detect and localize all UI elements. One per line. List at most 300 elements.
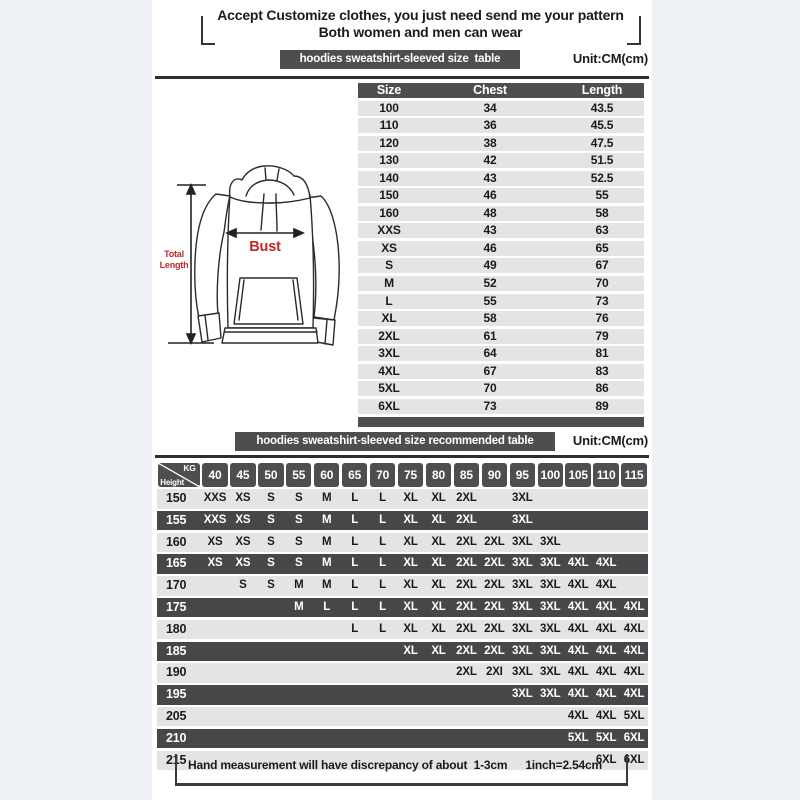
heading-line-2: Both women and men can wear — [318, 23, 523, 40]
matrix-row — [157, 642, 648, 662]
matrix-size-cell: 4XL — [595, 579, 617, 592]
matrix-size-cell — [201, 707, 229, 727]
size-table-cell: 79 — [595, 328, 609, 343]
divider-rule-middle — [155, 455, 649, 458]
matrix-size-cell: 3XL — [539, 600, 561, 613]
matrix-size-cell — [201, 729, 229, 749]
size-table-cell: 110 — [379, 118, 399, 133]
size-table-cell: 51.5 — [590, 153, 614, 168]
size-table-row — [358, 171, 644, 186]
size-table-cell: 46 — [483, 188, 497, 203]
matrix-row — [157, 663, 648, 683]
matrix-size-cell — [229, 663, 257, 683]
heading-line-1: Accept Customize clothes, you just need send me your pattern — [217, 7, 624, 23]
matrix-height-cell: 155 — [166, 512, 187, 527]
matrix-size-cell — [425, 663, 453, 683]
matrix-size-cell: XL — [431, 513, 446, 526]
size-table-cell: 46 — [483, 240, 497, 255]
matrix-size-cell: S — [295, 557, 303, 570]
matrix-size-cell — [452, 685, 480, 705]
matrix-size-cell: XXS — [203, 492, 227, 504]
matrix-size-cell: 4XL — [623, 600, 645, 613]
matrix-size-cell: 4XL — [567, 666, 589, 679]
kg-column-header: 110 — [593, 463, 618, 487]
size-table-cell: 52.5 — [590, 170, 614, 185]
matrix-size-cell — [257, 620, 285, 640]
matrix-size-cell: 4XL — [595, 557, 617, 570]
matrix-size-cell — [229, 620, 257, 640]
matrix-size-cell: M — [322, 535, 332, 548]
matrix-size-cell: XS — [235, 513, 251, 526]
matrix-size-cell: 5XL — [623, 709, 645, 722]
matrix-size-cell: 3XL — [539, 535, 561, 548]
matrix-size-cell: 3XL — [539, 644, 561, 657]
kg-column-header: 115 — [621, 463, 646, 487]
matrix-size-cell: 3XL — [539, 579, 561, 592]
matrix-height-cell: 165 — [166, 556, 187, 571]
matrix-size-cell: L — [351, 535, 359, 548]
matrix-height-cell: 170 — [166, 578, 187, 593]
matrix-size-cell: XL — [403, 622, 418, 635]
size-table-cell: 63 — [595, 223, 609, 238]
size-table-cell: M — [384, 275, 394, 290]
size-table-cell: 2XL — [378, 328, 400, 343]
size-table-row — [358, 206, 644, 221]
size-table-cell: 67 — [595, 258, 609, 273]
size-table-row — [358, 294, 644, 309]
size-table-cell: 81 — [595, 346, 609, 361]
kg-column-header: 100 — [538, 463, 563, 487]
size-table-cell: 34 — [483, 100, 497, 115]
size-table-cell: 49 — [483, 258, 497, 273]
matrix-size-cell — [229, 685, 257, 705]
recommended-table-banner: hoodies sweatshirt-sleeved size recommended table — [235, 432, 555, 451]
matrix-size-cell: S — [295, 535, 303, 548]
matrix-size-cell: L — [351, 622, 359, 635]
matrix-row — [157, 598, 648, 618]
matrix-size-cell — [452, 707, 480, 727]
bust-label: Bust — [249, 239, 281, 255]
size-table-cell: 6XL — [378, 398, 400, 413]
matrix-height-cell: 210 — [166, 730, 187, 745]
matrix-size-cell — [425, 729, 453, 749]
matrix-size-cell — [285, 642, 313, 662]
matrix-size-cell: 4XL — [567, 557, 589, 570]
matrix-size-cell: 2XL — [456, 666, 477, 679]
matrix-size-cell: XS — [235, 535, 251, 548]
matrix-size-cell — [536, 489, 564, 509]
matrix-size-cell: 5XL — [595, 731, 617, 744]
size-table-cell: 38 — [483, 135, 497, 150]
matrix-size-cell: 4XL — [623, 688, 645, 701]
matrix-size-cell: S — [267, 513, 275, 526]
matrix-size-cell: XL — [403, 535, 418, 548]
size-table-cell: 160 — [379, 205, 399, 220]
matrix-size-cell: 2XI — [486, 666, 503, 679]
matrix-height-cell: 175 — [166, 599, 187, 614]
matrix-row — [157, 729, 648, 749]
size-table-row — [358, 346, 644, 361]
matrix-size-cell — [452, 729, 480, 749]
matrix-size-cell — [341, 685, 369, 705]
matrix-size-cell: 3XL — [512, 600, 533, 613]
matrix-size-cell — [229, 642, 257, 662]
size-table-cell: 36 — [483, 118, 497, 133]
height-label: Height — [160, 478, 184, 487]
matrix-row — [157, 533, 648, 553]
matrix-size-cell: 2XL — [456, 579, 477, 592]
matrix-size-cell: 2XL — [456, 492, 477, 504]
matrix-size-cell: 2XL — [484, 644, 505, 657]
size-table-cell: 58 — [483, 311, 497, 326]
matrix-size-cell — [369, 729, 397, 749]
size-table-row — [358, 276, 644, 291]
matrix-size-cell: S — [267, 579, 275, 592]
matrix-size-cell — [313, 642, 341, 662]
matrix-size-cell: 4XL — [567, 644, 589, 657]
matrix-size-cell — [508, 707, 536, 727]
matrix-size-cell — [341, 642, 369, 662]
size-table-row — [358, 364, 644, 379]
size-table-cell: 73 — [595, 293, 609, 308]
matrix-size-cell: 5XL — [567, 731, 589, 744]
matrix-size-cell — [369, 663, 397, 683]
matrix-size-cell — [257, 663, 285, 683]
matrix-size-cell: 2XL — [456, 622, 477, 635]
matrix-size-cell — [369, 642, 397, 662]
kg-height-corner-cell — [158, 463, 199, 487]
kg-column-header: 40 — [202, 463, 227, 487]
matrix-size-cell — [229, 729, 257, 749]
size-table-cell: 43 — [483, 170, 497, 185]
matrix-size-cell: XS — [207, 557, 223, 570]
matrix-size-cell: 2XL — [456, 535, 477, 548]
matrix-size-cell: 3XL — [539, 688, 561, 701]
matrix-size-cell — [257, 642, 285, 662]
size-table-cell: 70 — [483, 381, 497, 396]
matrix-size-cell: L — [323, 600, 331, 613]
matrix-height-cell: 205 — [166, 708, 187, 723]
size-table-cell: 130 — [379, 153, 399, 168]
matrix-size-cell: XL — [431, 622, 446, 635]
matrix-size-cell: 4XL — [567, 709, 589, 722]
matrix-size-cell — [341, 729, 369, 749]
size-table-cell: 86 — [595, 381, 609, 396]
size-table-cell: 4XL — [378, 363, 400, 378]
matrix-size-cell — [313, 707, 341, 727]
matrix-size-cell: 3XL — [539, 622, 561, 635]
matrix-size-cell: 2XL — [456, 600, 477, 613]
matrix-size-cell: 2XL — [484, 557, 505, 570]
matrix-size-cell: L — [379, 579, 386, 592]
matrix-size-cell: M — [294, 579, 304, 592]
matrix-size-cell: 4XL — [623, 622, 645, 635]
matrix-size-cell: L — [351, 600, 359, 613]
total-length-label: Total Length — [159, 249, 189, 270]
matrix-size-cell — [620, 533, 648, 553]
matrix-size-cell: 4XL — [595, 644, 617, 657]
matrix-size-cell — [620, 489, 648, 509]
size-table-cell: 52 — [483, 275, 497, 290]
matrix-size-cell: XXS — [203, 513, 227, 526]
size-table-cell: 58 — [595, 205, 609, 220]
size-table-cell: XXS — [377, 223, 401, 238]
matrix-size-cell: M — [322, 492, 332, 504]
matrix-size-cell: 4XL — [595, 688, 617, 701]
size-table-cell: 43 — [483, 223, 497, 238]
matrix-size-cell: 6XL — [623, 753, 645, 766]
matrix-size-cell: 3XL — [512, 513, 533, 526]
matrix-size-cell — [425, 685, 453, 705]
matrix-size-cell: 3XL — [512, 557, 533, 570]
matrix-size-cell: 3XL — [512, 579, 533, 592]
matrix-size-cell — [620, 576, 648, 596]
size-table-cell: 100 — [379, 100, 399, 115]
size-table-header-length: Length — [581, 83, 623, 97]
matrix-size-cell — [369, 685, 397, 705]
matrix-size-cell: 4XL — [595, 600, 617, 613]
size-table-cell: 83 — [595, 363, 609, 378]
matrix-size-cell: 4XL — [567, 579, 589, 592]
matrix-height-cell: 190 — [166, 665, 187, 680]
size-table-row — [358, 399, 644, 414]
kg-column-header: 105 — [565, 463, 590, 487]
size-table — [358, 83, 644, 416]
matrix-row — [157, 576, 648, 596]
matrix-size-cell: XL — [403, 644, 418, 657]
matrix-size-cell — [620, 554, 648, 574]
matrix-size-cell — [201, 685, 229, 705]
matrix-size-cell — [536, 729, 564, 749]
matrix-size-cell: 3XL — [512, 535, 533, 548]
size-table-cell: 67 — [483, 363, 497, 378]
matrix-size-cell — [480, 489, 508, 509]
matrix-size-cell: S — [239, 579, 247, 592]
matrix-size-cell: XL — [403, 600, 418, 613]
size-table-row — [358, 241, 644, 256]
size-table-cell: 43.5 — [590, 100, 614, 115]
inch-conversion: 1inch=2.54cm — [525, 758, 602, 772]
matrix-size-cell — [341, 663, 369, 683]
matrix-height-cell: 180 — [166, 621, 187, 636]
size-table-cell: 65 — [595, 240, 609, 255]
size-table-banner: hoodies sweatshirt-sleeved size table — [280, 50, 520, 69]
size-table-cell: 76 — [595, 311, 609, 326]
kg-column-header: 55 — [286, 463, 311, 487]
size-table-cell: XS — [381, 240, 397, 255]
hoodie-left-sleeve — [195, 194, 230, 318]
matrix-size-cell: 4XL — [567, 600, 589, 613]
recommended-table-body — [157, 489, 648, 772]
size-table-header-chest: Chest — [473, 83, 507, 97]
matrix-size-cell: S — [295, 513, 303, 526]
matrix-size-cell: S — [295, 492, 303, 504]
matrix-size-cell: L — [379, 557, 386, 570]
matrix-size-cell — [425, 707, 453, 727]
matrix-size-cell: 4XL — [623, 644, 645, 657]
matrix-size-cell — [480, 511, 508, 531]
matrix-size-cell — [229, 707, 257, 727]
matrix-size-cell — [313, 663, 341, 683]
matrix-size-cell — [592, 533, 620, 553]
matrix-size-cell — [564, 511, 592, 531]
matrix-size-cell: 2XL — [456, 644, 477, 657]
matrix-size-cell — [564, 489, 592, 509]
size-table-row — [358, 188, 644, 203]
size-table-header — [358, 83, 644, 98]
size-table-cell: 64 — [483, 346, 497, 361]
hoodie-hem-band — [222, 328, 318, 343]
matrix-size-cell — [285, 663, 313, 683]
matrix-size-cell: L — [379, 622, 386, 635]
kg-column-header: 90 — [482, 463, 507, 487]
matrix-size-cell: XL — [431, 492, 446, 504]
matrix-size-cell — [313, 685, 341, 705]
matrix-height-cell: 185 — [166, 643, 187, 658]
matrix-size-cell — [201, 620, 229, 640]
measurement-note: Hand measurement will have discrepancy of about 1-3cm — [188, 758, 508, 772]
matrix-size-cell: 2XL — [484, 622, 505, 635]
matrix-size-cell — [201, 598, 229, 618]
size-table-cell: 45.5 — [590, 118, 614, 133]
kg-label: KG — [183, 463, 196, 473]
kg-column-header: 85 — [454, 463, 479, 487]
size-table-footer-bar — [358, 417, 644, 427]
matrix-height-cell: 150 — [166, 491, 187, 505]
recommended-table-header — [157, 463, 648, 487]
size-table-cell: 48 — [483, 205, 497, 220]
size-table-body — [358, 101, 644, 414]
matrix-size-cell: 2XL — [484, 535, 505, 548]
matrix-size-cell: XL — [403, 492, 418, 504]
matrix-size-cell: XL — [403, 557, 418, 570]
kg-column-header: 45 — [230, 463, 255, 487]
matrix-size-cell — [592, 511, 620, 531]
matrix-row — [157, 511, 648, 531]
matrix-size-cell: 4XL — [595, 666, 617, 679]
matrix-size-cell: L — [379, 513, 386, 526]
matrix-size-cell — [397, 707, 425, 727]
size-table-row — [358, 258, 644, 273]
matrix-size-cell: L — [351, 579, 359, 592]
content-area — [152, 0, 652, 800]
matrix-size-cell: L — [351, 492, 359, 504]
matrix-size-cell — [536, 511, 564, 531]
size-table-cell: 55 — [483, 293, 497, 308]
size-table-row — [358, 329, 644, 344]
size-table-row — [358, 136, 644, 151]
divider-rule-top — [155, 76, 649, 79]
matrix-size-cell: M — [294, 600, 304, 613]
matrix-size-cell: 4XL — [595, 622, 617, 635]
size-table-unit-label: Unit:CM(cm) — [572, 51, 648, 66]
matrix-size-cell — [620, 511, 648, 531]
size-table-row — [358, 101, 644, 116]
matrix-size-cell: 2XL — [456, 513, 477, 526]
matrix-size-cell: 3XL — [512, 688, 533, 701]
size-table-cell: 61 — [483, 328, 497, 343]
footer-note — [188, 758, 602, 772]
matrix-height-cell: 160 — [166, 534, 187, 549]
matrix-size-cell: L — [351, 557, 359, 570]
matrix-size-cell: XS — [235, 557, 251, 570]
size-table-cell: 47.5 — [590, 135, 614, 150]
matrix-size-cell — [285, 620, 313, 640]
matrix-size-cell — [397, 663, 425, 683]
recommended-table-unit-label: Unit:CM(cm) — [572, 433, 648, 448]
matrix-row — [157, 489, 648, 509]
hoodie-hood — [230, 166, 310, 203]
matrix-size-cell: M — [322, 557, 332, 570]
matrix-size-cell: 6XL — [595, 753, 617, 766]
matrix-size-cell: XL — [431, 600, 446, 613]
matrix-size-cell — [257, 707, 285, 727]
size-table-cell: 42 — [483, 153, 497, 168]
size-table-row — [358, 381, 644, 396]
matrix-size-cell — [201, 663, 229, 683]
size-table-cell: S — [385, 258, 393, 273]
matrix-size-cell — [229, 598, 257, 618]
matrix-size-cell: 2XL — [484, 579, 505, 592]
matrix-size-cell — [536, 707, 564, 727]
matrix-size-cell: S — [267, 492, 275, 504]
matrix-size-cell: 3XL — [512, 622, 533, 635]
matrix-size-cell: L — [351, 513, 359, 526]
kg-column-header: 70 — [370, 463, 395, 487]
size-table-header-size: Size — [376, 83, 402, 97]
matrix-size-cell — [285, 729, 313, 749]
matrix-height-cell: 215 — [166, 752, 187, 767]
matrix-row — [157, 685, 648, 705]
matrix-size-cell — [285, 707, 313, 727]
matrix-size-cell — [201, 642, 229, 662]
matrix-size-cell — [397, 685, 425, 705]
matrix-size-cell: XL — [403, 513, 418, 526]
matrix-size-cell: XL — [431, 557, 446, 570]
hoodie-left-cuff — [198, 313, 221, 342]
size-table-cell: 120 — [379, 135, 399, 150]
matrix-size-cell: XL — [431, 644, 446, 657]
matrix-size-cell: 3XL — [512, 666, 533, 679]
matrix-size-cell: 6XL — [623, 731, 645, 744]
size-table-cell: 73 — [483, 398, 497, 413]
matrix-row — [157, 554, 648, 574]
matrix-size-cell — [564, 533, 592, 553]
size-table-cell: 5XL — [378, 381, 400, 396]
matrix-size-cell: L — [379, 600, 386, 613]
matrix-size-cell — [201, 576, 229, 596]
matrix-size-cell — [480, 729, 508, 749]
matrix-size-cell: 4XL — [623, 666, 645, 679]
matrix-size-cell: XL — [431, 579, 446, 592]
matrix-size-cell: 2XL — [484, 600, 505, 613]
size-table-row — [358, 118, 644, 133]
matrix-size-cell — [508, 729, 536, 749]
matrix-row — [157, 707, 648, 727]
kg-column-header: 95 — [510, 463, 535, 487]
size-table-cell: L — [385, 293, 393, 308]
kg-column-header: 65 — [342, 463, 367, 487]
matrix-size-cell — [341, 707, 369, 727]
matrix-size-cell: L — [379, 492, 386, 504]
size-table-cell: 70 — [595, 275, 609, 290]
matrix-size-cell — [257, 729, 285, 749]
page-heading — [202, 7, 639, 40]
matrix-size-cell: 4XL — [567, 622, 589, 635]
matrix-size-cell — [592, 489, 620, 509]
matrix-size-cell: L — [379, 535, 386, 548]
matrix-size-cell — [257, 598, 285, 618]
